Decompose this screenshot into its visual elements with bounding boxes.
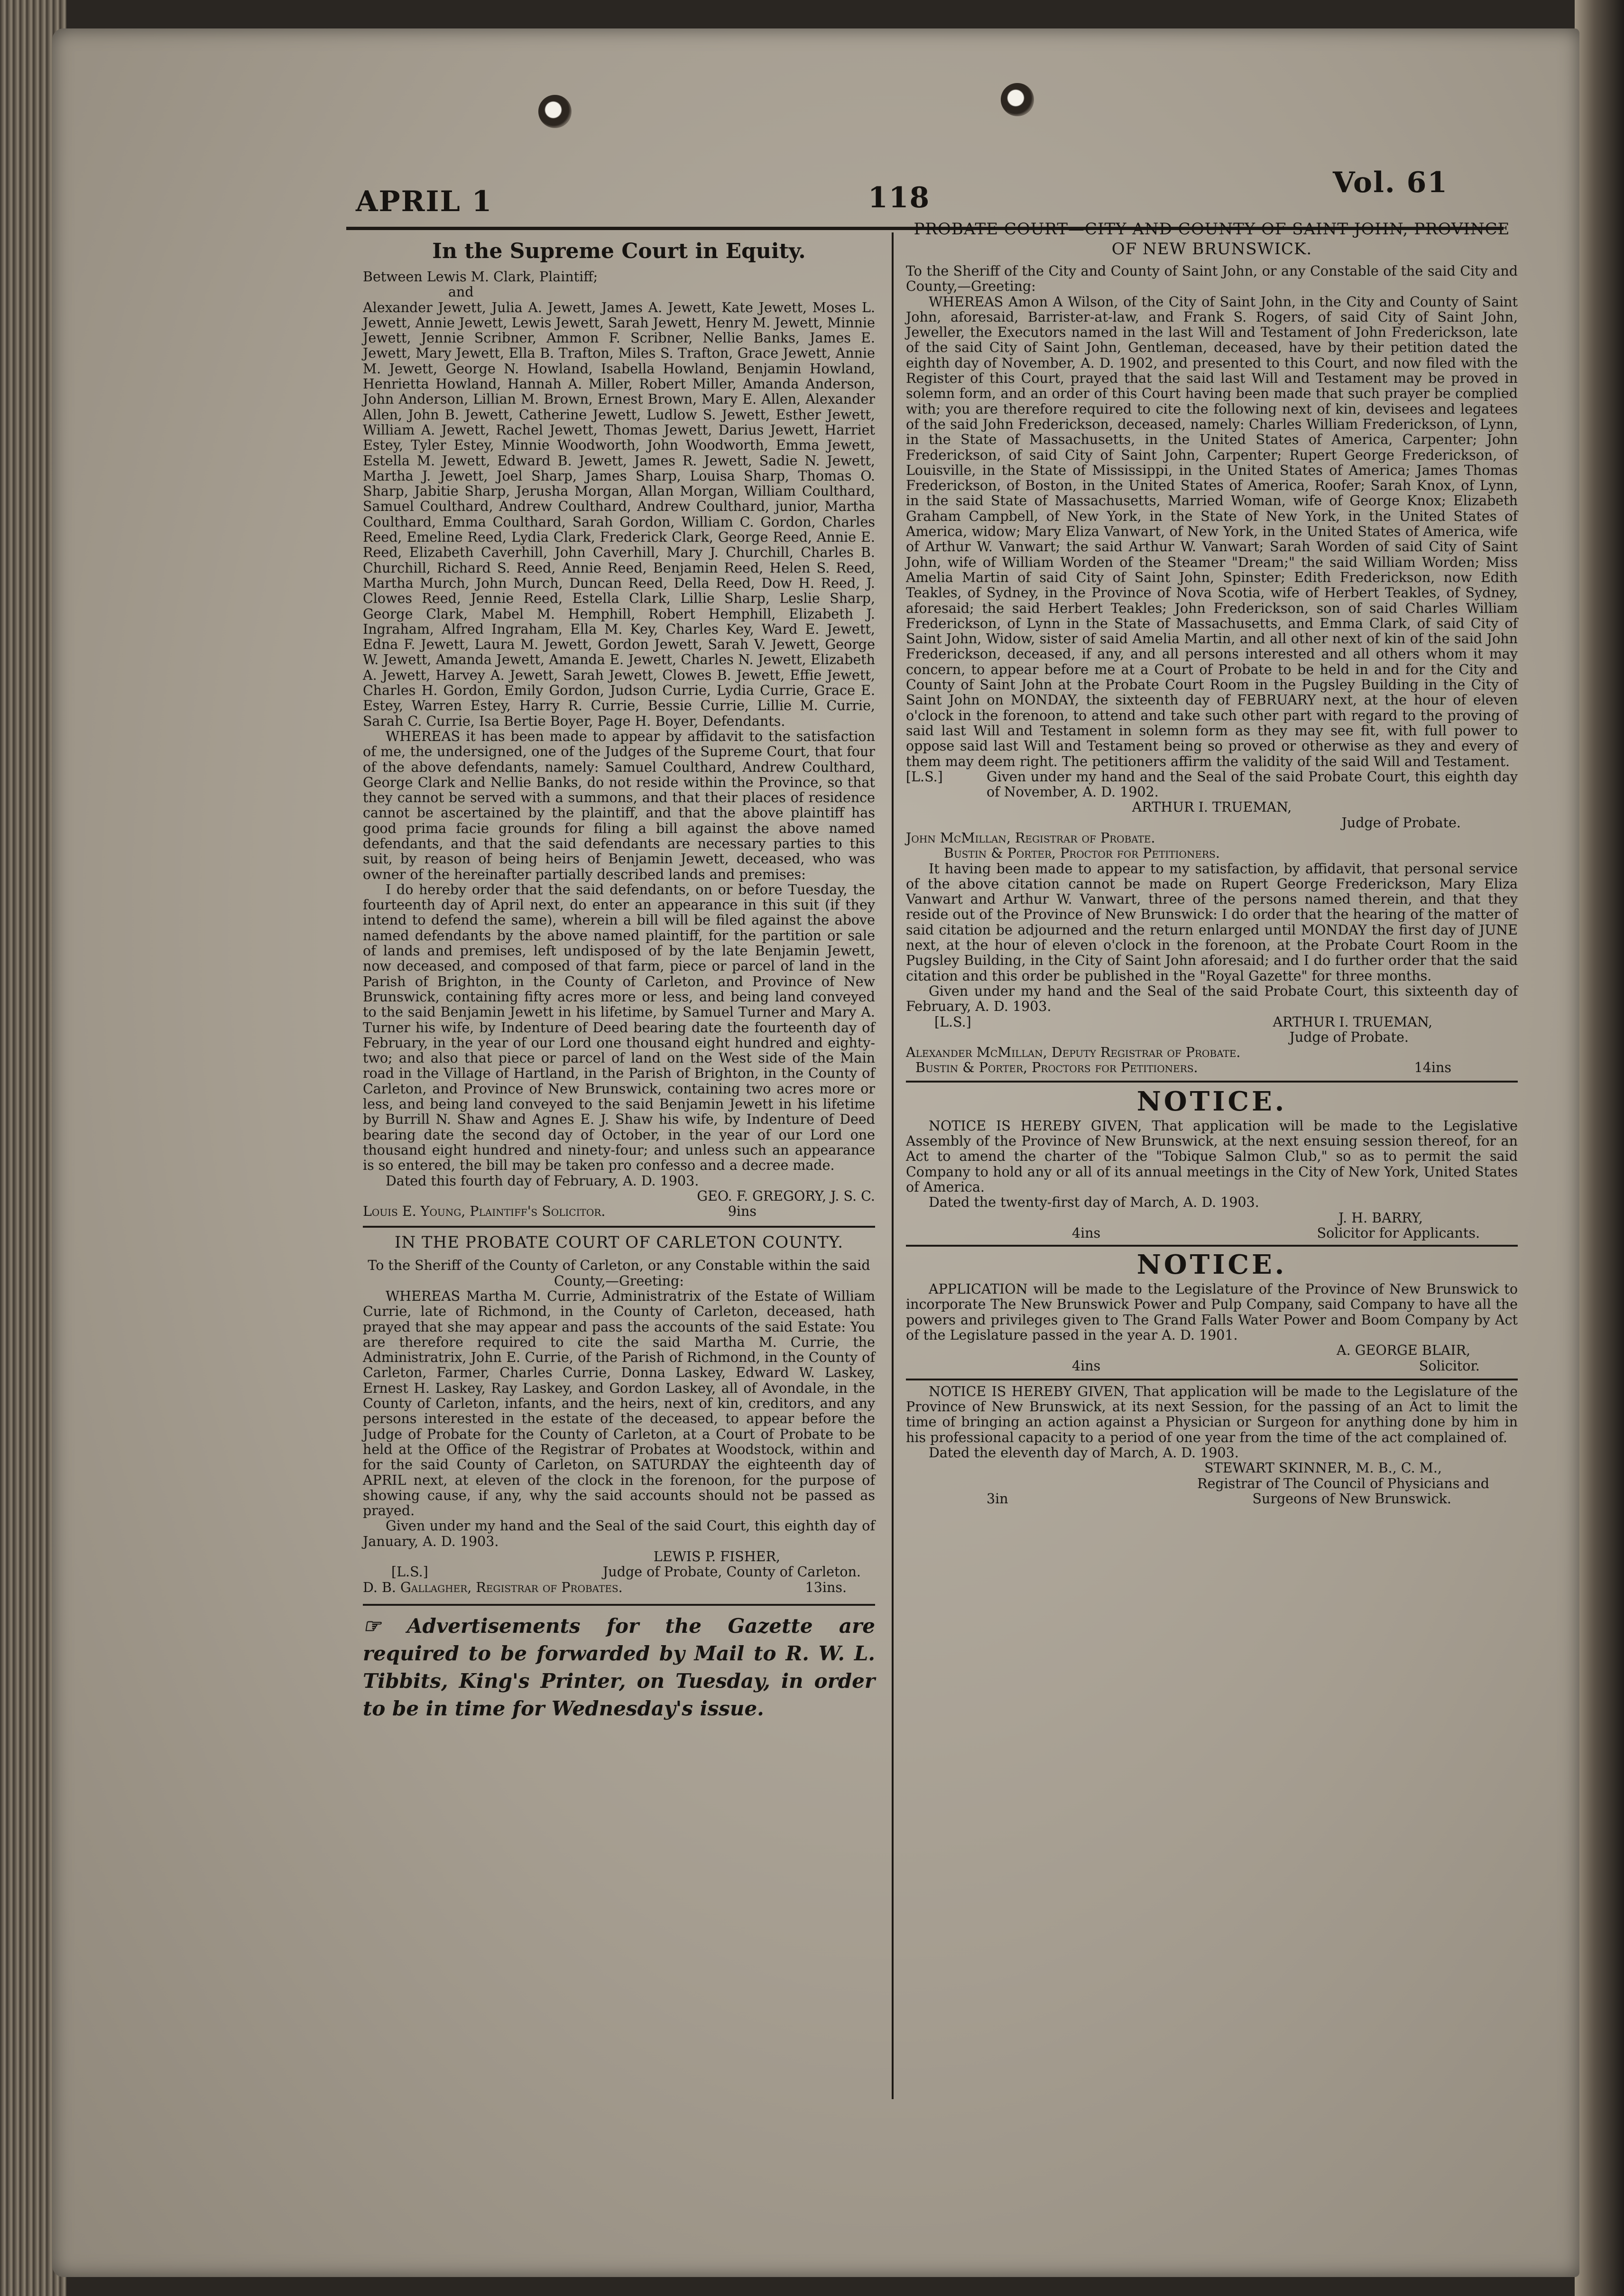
advertisement-notice: ☞ Advertisements for the Gazette are required to be forwarded by Mail to R. W. L. Tibbits, King's Printer, on Tuesday, in order to be in time for Wednesday's issue. bbox=[363, 1614, 875, 1720]
insertion-count: 13ins. bbox=[805, 1579, 847, 1595]
notice-physicians-signature: STEWART SKINNER, M. B., C. M., bbox=[1204, 1460, 1442, 1476]
notice-power-pulp-body: APPLICATION will be made to the Legislature of the Province of New Brunswick to incorporate The New Brunswick Power and Pulp Company, said Company to have all the powers and privileges given to The Grand Falls Water Power and Boom Company by Act of the Legislature passed in the year A. D. 1901. bbox=[906, 1281, 1518, 1343]
probate-saint-john-address: To the Sheriff of the City and County of Saint John, or any Constable of the said City and County,—Greeting: bbox=[906, 263, 1518, 295]
insertion-count: 3in bbox=[987, 1491, 1008, 1507]
probate-judge-signature: ARTHUR I. TRUEMAN, bbox=[1132, 799, 1292, 815]
notice-physicians-body: NOTICE IS HEREBY GIVEN, That application will be made to the Legislature of the Province of New Brunswick, at its next Session, for the passing of an Act to limit the time of bringing an action against a Physician or Surgeon for anything done by him in his professional capacity to a period of one year from the time of the act complained of. bbox=[906, 1383, 1518, 1445]
seal-mark: [L.S.] bbox=[391, 1564, 428, 1580]
probate-carleton-judge: Judge of Probate, County of Carleton. bbox=[602, 1564, 861, 1580]
book-page-edges-right bbox=[1575, 0, 1624, 2296]
probate-carleton-signature: LEWIS P. FISHER, bbox=[653, 1549, 780, 1565]
insertion-count: 4ins bbox=[1072, 1358, 1101, 1374]
probate-proctors: Bustin & Porter, Proctor for Petitioners. bbox=[944, 845, 1220, 861]
notice-power-pulp-role: Solicitor. bbox=[1419, 1358, 1480, 1374]
section-rule bbox=[363, 1226, 875, 1228]
defendants-list: Alexander Jewett, Julia A. Jewett, James A. Jewett, Kate Jewett, Moses L. Jewett, Annie Jewett, Lewis Jewett, Sarah Jewett, Henry M. Jewett, Minnie Jewett, Jennie Scribner, Ammon F. Scribner, Nellie Banks, James E. Jewett, Mary Jewett, Ella B. Trafton, Miles S. Trafton, Grace Jewett, Annie M. Jewett, George N. Howland, Isabella Howland, Benjamin Howland, Henrietta Howland, Hannah A. Miller, Robert Miller, Amanda Anderson, John Anderson, Lillian M. Brown, Ernest Brown, Mary E. Allen, Alexander Allen, John B. Jewett, Catherine Jewett, Ludlow S. Jewett, Esther Jewett, William A. Jewett, Rachel Jewett, Thomas Jewett, Darius Jewett, Harriet Estey, Tyler Estey, Minnie Woodworth, John Woodworth, Emma Jewett, Estella M. Jewett, Edward B. Jewett, James R. Jewett, Sadie N. Jewett, Martha J. Jewett, Joel Sharp, James Sharp, Louisa Sharp, Thomas O. Sharp, Jabitie Sharp, Jerusha Morgan, Allan Morgan, William Coulthard, Samuel Coulthard, Andrew Coulthard, Andrew Coulthard, junior, Martha Coulthard, Emma Coulthard, Sarah Gordon, William C. Gordon, Charles Reed, Emeline Reed, Lydia Clark, Frederick Clark, George Reed, Annie E. Reed, Elizabeth Caverhill, John Caverhill, Mary J. Churchill, Charles B. Churchill, Richard S. Reed, Annie Reed, Benjamin Reed, Helen S. Reed, Martha Murch, John Murch, Duncan Reed, Della Reed, Dow H. Reed, J. Clowes Reed, Jennie Reed, Estella Clark, Lillie Sharp, Leslie Sharp, George Clark, Mabel M. Hemphill, Robert Hemphill, Elizabeth J. Ingraham, Alfred Ingraham, Ella M. Key, Charles Key, Ward E. Jewett, Edna F. Jewett, Laura M. Jewett, Gordon Jewett, Sarah V. Jewett, George W. Jewett, Amanda Jewett, Amanda E. Jewett, Charles N. Jewett, Elizabeth A. Jewett, Harvey A. Jewett, Sarah Jewett, Clowes B. Jewett, Effie Jewett, Charles H. Gordon, Emily Gordon, Judson Currie, Lydia Currie, Grace E. Estey, Warren Estey, Harry R. Currie, Bessie Currie, Lillie M. Currie, Sarah C. Currie, Isa Bertie Boyer, Page H. Boyer, Defendants. bbox=[363, 299, 875, 729]
probate-registrar: John McMillan, Registrar of Probate. bbox=[906, 830, 1155, 846]
notice-heading: NOTICE. bbox=[1136, 1249, 1287, 1281]
probate-carleton-title: IN THE PROBATE COURT OF CARLETON COUNTY. bbox=[394, 1233, 844, 1252]
notice-tobique-signature: J. H. BARRY, bbox=[1338, 1210, 1423, 1226]
section-rule bbox=[906, 1081, 1518, 1083]
section-rule bbox=[906, 1245, 1518, 1247]
supreme-para-order: I do hereby order that the said defendants, on or before Tuesday, the fourteenth day of April next, do enter an appearance in this suit (if they intend to defend the same), wherein a bill will be filed against the above named defendants by the above named plaintiff, for the partition or sale of lands and premises, left undisposed of by the late Benjamin Jewett, now deceased, and composed of that farm, piece or parcel of land in the Parish of Brighton, in the County of Carleton, and Province of New Brunswick, containing fifty acres more or less, and being land conveyed to the said Benjamin Jewett in his lifetime, by Samuel Turner and Mary A. Turner his wife, by Indenture of Deed bearing date the fourteenth day of February, in the year of our Lord one thousand eight hundred and eighty-two; and also that piece or parcel of land on the West side of the Main road in the Village of Hartland, in the Parish of Brighton, in the County of Carleton, and Province of New Brunswick, containing two acres more or less, and being land conveyed to the said Benjamin Jewett in his lifetime by Burrill N. Shaw and Agnes E. J. Shaw his wife, by Indenture of Deed bearing date the second day of October, in the year of our Lord one thousand eight hundred and ninety-four; and unless such an appearance is so entered, the bill may be taken pro confesso and a decree made. bbox=[363, 881, 875, 1174]
notice-tobique-role: Solicitor for Applicants. bbox=[1317, 1225, 1480, 1241]
right-column bbox=[906, 219, 1518, 1507]
gazette-page bbox=[52, 28, 1579, 2277]
insertion-count: 14ins bbox=[1414, 1060, 1451, 1076]
probate-judge-title-2: Judge of Probate. bbox=[1289, 1029, 1409, 1045]
notice-physicians-role-2: Surgeons of New Brunswick. bbox=[1252, 1491, 1451, 1507]
binding-hole bbox=[538, 95, 572, 128]
issue-date: APRIL 1 bbox=[356, 185, 493, 218]
notice-tobique-body: NOTICE IS HEREBY GIVEN, That application will be made to the Legislative Assembly of the Province of New Brunswick, at the next ensuing session thereof, for an Act to amend the charter of the "Tobique Salmon Club," so as to permit the said Company to hold any or all of its annual meetings in the City of New York, United States of America. bbox=[906, 1118, 1518, 1195]
notice-physicians-dated: Dated the eleventh day of March, A. D. 1903. bbox=[929, 1445, 1239, 1461]
between-line: Between Lewis M. Clark, Plaintiff; bbox=[363, 269, 598, 285]
probate-judge-signature-2: ARTHUR I. TRUEMAN, bbox=[1273, 1014, 1432, 1030]
notice-power-pulp-signature: A. GEORGE BLAIR, bbox=[1337, 1342, 1470, 1359]
probate-carleton-given: Given under my hand and the Seal of the said Court, this eighth day of January, A. D. 1903. bbox=[363, 1518, 875, 1549]
notice-physicians-role-1: Registrar of The Council of Physicians and bbox=[1197, 1475, 1489, 1491]
probate-proctors-2: Bustin & Porter, Proctors for Petitioners. bbox=[915, 1060, 1198, 1076]
section-rule bbox=[363, 1604, 875, 1606]
section-rule bbox=[906, 1379, 1518, 1380]
probate-carleton-registrar: D. B. Gallagher, Registrar of Probates. bbox=[363, 1579, 623, 1595]
plaintiff-solicitor: Louis E. Young, Plaintiff's Solicitor. bbox=[363, 1204, 606, 1220]
probate-order-paragraph: It having been made to appear to my satisfaction, by affidavit, that personal service of the above citation cannot be made on Rupert George Frederickson, Mary Eliza Vanwart and Arthur W. Vanwart, three of the persons named therein, and that they reside out of the Province of New Brunswick: I do order that the hearing of the matter of said citation be adjourned and the return enlarged until MONDAY the first day of JUNE next, at the hour of eleven o'clock in the forenoon, at the Probate Court Room in the Pugsley Building, in the City of Saint John aforesaid; and I do further order that the said citation and this order be published in the "Royal Gazette" for three months. bbox=[906, 861, 1518, 984]
probate-carleton-body: WHEREAS Martha M. Currie, Administratrix of the Estate of William Currie, late of Richmond, in the County of Carleton, deceased, hath prayed that she may appear and pass the accounts of the said Estate: You are therefore required to cite the said Martha M. Currie, the Administratrix, John E. Currie, of the Parish of Richmond, in the County of Carleton, Farmer, Charles Currie, Donna Laskey, Edward W. Laskey, Ernest H. Laskey, Ray Laskey, and Gordon Laskey, all of Avondale, in the County of Carleton, infants, and the heirs, next of kin, creditors, and any persons interested in the estate of the deceased, to appear before the Judge of Probate for the County of Carleton, at a Court of Probate to be held at the Office of the Registrar of Probates at Woodstock, within and for the said County of Carleton, on SATURDAY the eighteenth day of APRIL next, at eleven of the clock in the forenoon, for the purpose of showing cause, if any, why the said accounts should not be passed as prayed. bbox=[363, 1288, 875, 1519]
probate-carleton-address: To the Sheriff of the County of Carleton, or any Constable within the said County,—Greeting: bbox=[368, 1258, 870, 1289]
supreme-para-whereas: WHEREAS it has been made to appear by affidavit to the satisfaction of me, the undersigned, one of the Judges of the Supreme Court, that four of the above defendants, namely: Samuel Coulthard, Andrew Coulthard, George Clark and Nellie Banks, do not reside within the Province, so that they cannot be served with a summons, and that their places of residence cannot be ascertained by the plaintiff, and that the above plaintiff has good prima facie grounds for filing a bill against the above named defendants, and that the said defendants are necessary parties to this suit, by reason of being heirs of Benjamin Jewett, deceased, who was owner of the hereinafter partially described lands and premises: bbox=[363, 728, 875, 882]
pointing-hand-icon: ☞ bbox=[363, 1614, 407, 1638]
seal-mark: [L.S.] bbox=[906, 768, 943, 785]
probate-judge-title: Judge of Probate. bbox=[1341, 815, 1461, 831]
probate-saint-john-given: Given under my hand and the Seal of the said Probate Court, this eighth day of November, A. D. 1902. bbox=[987, 768, 1518, 800]
notice-heading: NOTICE. bbox=[1136, 1085, 1287, 1117]
volume-number: Vol. 61 bbox=[1333, 166, 1449, 199]
page-number: 118 bbox=[868, 181, 931, 214]
left-column bbox=[363, 237, 875, 1722]
supreme-court-title: In the Supreme Court in Equity. bbox=[432, 239, 806, 263]
and-line: and bbox=[448, 284, 474, 300]
binding-hole bbox=[1001, 83, 1034, 116]
probate-saint-john-body: WHEREAS Amon A Wilson, of the City of Saint John, in the City and County of Saint John, aforesaid, Barrister-at-law, and Frank S. Rogers, of said City of Saint John, Jeweller, the Executors named in the last Will and Testament of John Frederickson, late of the said City of Saint John, Gentleman, deceased, have by their petition dated the eighth day of November, A. D. 1902, and presented to this Court, and now filed with the Register of this Court, prayed that the said last Will and Testament may be proved in solemn form, and an order of this Court having been made that such prayer be complied with; you are therefore required to cite the following next of kin, devisees and legatees of the said John Frederickson, deceased, namely: Charles William Frederickson, of Lynn, in the State of Massachusetts, in the United States of America, Carpenter; John Frederickson, of said City of Saint John, Carpenter; Rupert George Frederickson, of Louisville, in the State of Mississippi, in the United States of America; James Thomas Frederickson, of Boston, in the United States of America, Roofer; Sarah Knox, of Lynn, in the said State of Massachusetts, Married Woman, wife of George Knox; Elizabeth Graham Campbell, of New York, in the State of New York, in the United States of America, widow; Mary Eliza Vanwart, of New York, in the United States of America, wife of Arthur W. Vanwart; the said Arthur W. Vanwart; Sarah Worden of said City of Saint John, wife of William Worden of the Steamer "Dream;" the said William Worden; Miss Amelia Martin of said City of Saint John, Spinster; Edith Frederickson, now Edith Teakles, of Sydney, in the Province of Nova Scotia, wife of Herbert Teakles, of Sydney, aforesaid; the said Herbert Teakles; John Frederickson, son of said Charles William Frederickson, of Lynn in the State of Massachusetts, and Emma Clark, of said City of Saint John, Widow, sister of said Amelia Martin, and all other next of kin of the said John Frederickson, deceased, if any, and all persons interested and all others whom it may concern, to appear before me at a Court of Probate to be held in and for the City and County of Saint John at the Probate Court Room in the Pugsley Building in the City of Saint John on MONDAY, the sixteenth day of FEBRUARY next, at the hour of eleven o'clock in the forenoon, to attend and take such other part with regard to the proving of said last Will and Testament in solemn form as they may see fit, with full power to oppose said last Will and Testament being so proved or otherwise as they and every of them may deem right. The petitioners affirm the validity of the said Will and Testament. bbox=[906, 294, 1518, 769]
probate-saint-john-title: PROBATE COURT—CITY AND COUNTY OF SAINT JOHN, PROVINCE OF NEW BRUNSWICK. bbox=[914, 220, 1510, 259]
deputy-registrar: Alexander McMillan, Deputy Registrar of Probate. bbox=[906, 1045, 1241, 1061]
notice-tobique-dated: Dated the twenty-first day of March, A. D. 1903. bbox=[929, 1194, 1259, 1211]
probate-given-2: Given under my hand and the Seal of the said Probate Court, this sixteenth day of February, A. D. 1903. bbox=[906, 983, 1518, 1015]
seal-mark: [L.S.] bbox=[934, 1014, 971, 1030]
column-divider bbox=[892, 232, 894, 2099]
insertion-count: 4ins bbox=[1072, 1225, 1101, 1241]
insertion-count: 9ins bbox=[728, 1204, 757, 1220]
supreme-dated: Dated this fourth day of February, A. D. 1903. bbox=[386, 1173, 699, 1189]
judge-signature: GEO. F. GREGORY, J. S. C. bbox=[697, 1188, 875, 1204]
